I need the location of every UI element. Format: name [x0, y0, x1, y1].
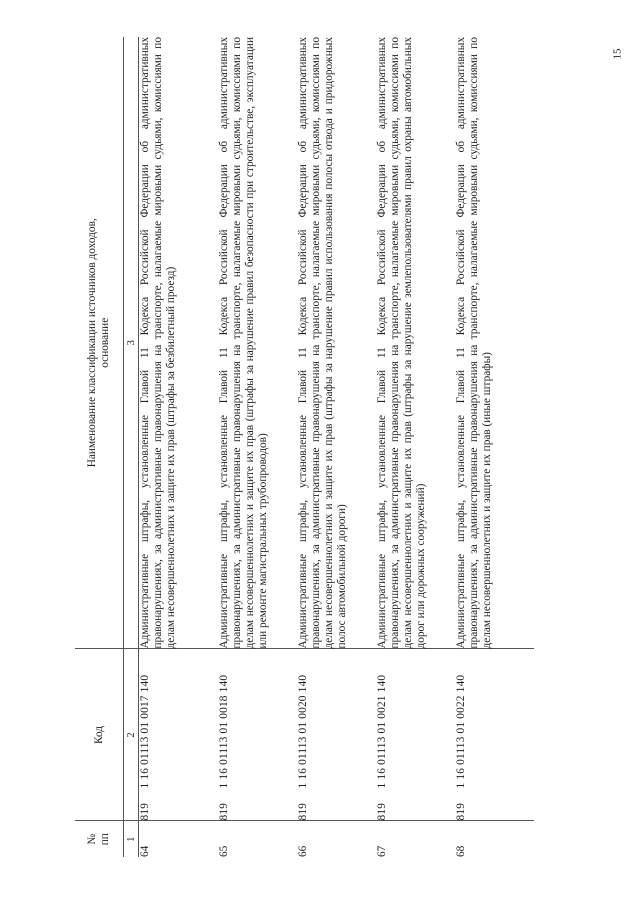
header-code: Код [75, 649, 124, 821]
row-number: 66 [296, 845, 309, 857]
header-name-line-1: Наименование классификации источников доходов, [86, 218, 98, 468]
table-row [297, 37, 376, 857]
column-number: 1 [124, 821, 139, 857]
header-number: № пп [75, 821, 124, 857]
revenue-code: 1 16 01113 01 0017 140 [139, 674, 151, 789]
table-header-row [75, 37, 124, 857]
revenue-name: Административные штрафы, установленные Главой 11 Кодекса Российской Федерации об административных правонарушениях, за административные правонарушения на транспорте, налагаемые мировыми судьями, комиссиями по делам несовершеннолетних и защите их прав (штрафы за нарушение правил использования полосы отвода и придорожных полос автомобильной дороги) [297, 37, 376, 649]
revenue-code: 1 16 01113 01 0022 140 [454, 674, 467, 789]
admin-code: 819 [139, 802, 151, 821]
revenue-name: Административные штрафы, установленные Главой 11 Кодекса Российской Федерации об административных правонарушениях, за административные правонарушения на транспорте, налагаемые мировыми судьями, комиссиями по делам несовершеннолетних и защите их прав (штрафы за безбилетный проезд) [139, 37, 218, 649]
table-row [139, 37, 218, 857]
revenue-code-cell [297, 649, 376, 821]
revenue-code: 1 16 01113 01 0021 140 [375, 674, 388, 789]
admin-code: 819 [296, 802, 309, 821]
row-number: 68 [454, 845, 467, 857]
revenue-code: 1 16 01113 01 0020 140 [296, 674, 309, 789]
page-number: 15 [611, 48, 624, 60]
revenue-code: 1 16 01113 01 0018 140 [217, 674, 230, 789]
revenue-name: Административные штрафы, установленные Главой 11 Кодекса Российской Федерации об административных правонарушениях, за административные правонарушения на транспорте, налагаемые мировыми судьями, комиссиями по делам несовершеннолетних и защите их прав (штрафы за нарушение землепользователями правил охраны автомобильных дорог или дорожных сооружений) [376, 37, 455, 649]
row-number: 65 [217, 845, 230, 857]
table-row [376, 37, 455, 857]
revenue-code-cell [139, 649, 218, 821]
row-number: 64 [139, 845, 151, 857]
revenue-classification-table [75, 37, 534, 857]
column-number: 2 [124, 649, 139, 821]
table-row [455, 37, 534, 857]
revenue-code-cell [455, 649, 534, 821]
column-number-row [124, 37, 139, 857]
admin-code: 819 [217, 802, 230, 821]
header-name [75, 37, 124, 649]
header-name-line-2: основание [99, 317, 111, 368]
revenue-name: Административные штрафы, установленные Главой 11 Кодекса Российской Федерации об административных правонарушениях, за административные правонарушения на транспорте, налагаемые мировыми судьями, комиссиями по делам несовершеннолетних и защите их прав (штрафы за нарушение правил безопасности при строительстве, эксплуатации или ремонте магистральных трубопроводов) [218, 37, 297, 649]
table-row [218, 37, 297, 857]
revenue-code-cell [376, 649, 455, 821]
revenue-code-cell [218, 649, 297, 821]
admin-code: 819 [454, 802, 467, 821]
revenue-name: Административные штрафы, установленные Главой 11 Кодекса Российской Федерации об административных правонарушениях, за административные правонарушения на транспорте, налагаемые мировыми судьями, комиссиями по делам несовершеннолетних и защите их прав (иные штрафы) [455, 37, 534, 649]
column-number: 3 [124, 37, 139, 649]
rotated-document-sheet [75, 37, 540, 857]
row-number: 67 [375, 845, 388, 857]
admin-code: 819 [375, 802, 388, 821]
